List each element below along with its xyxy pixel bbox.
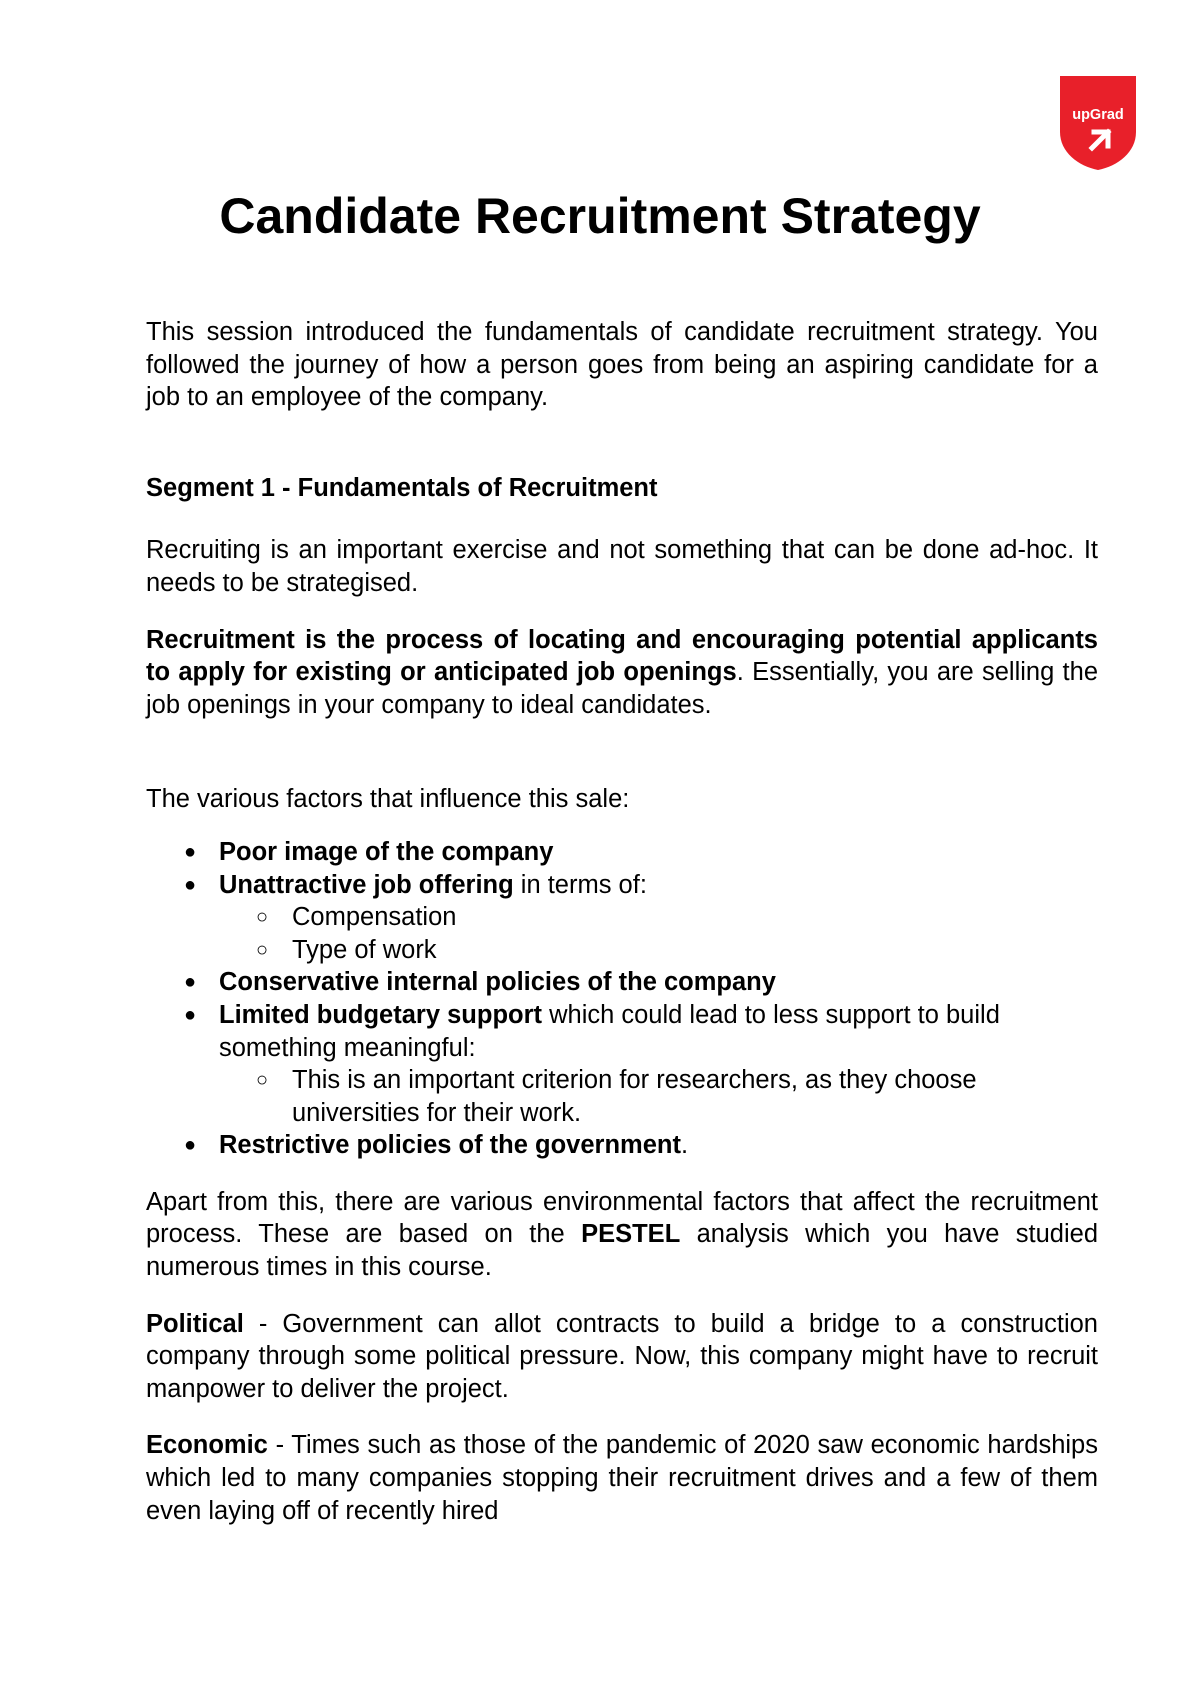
circle-bullet-icon: ○: [256, 938, 269, 961]
factors-list: [146, 836, 1098, 1162]
bullet-icon: ●: [184, 873, 197, 896]
sub-list-item: ○ Compensation: [219, 901, 1098, 934]
sub-list-item: ○ This is an important criterion for researchers, as they choose universities for their work.: [256, 1066, 977, 1127]
economic-paragraph: Economic - Times such as those of the pandemic of 2020 saw economic hardships which led to many companies stopping their recruitment drives and a few of them even laying off of recently hired: [146, 1431, 1098, 1525]
bullet-icon: ●: [184, 971, 197, 994]
definition-rest: . Essentially, you are selling the job openings in your company to ideal candidates.: [146, 658, 1098, 719]
sub-list-item: ○ Type of work: [219, 934, 1098, 967]
definition-paragraph: [146, 624, 1098, 722]
bullet-icon: ●: [184, 840, 197, 863]
segment-heading: Segment 1 - Fundamentals of Recruitment: [146, 473, 658, 502]
intro-paragraph: This session introduced the fundamentals of candidate recruitment strategy. You followed the journey of how a person goes from being an aspiring candidate for a job to an employee of the company.: [146, 318, 1098, 412]
list-item: ● Unattractive job offering in terms of: ○ Compensation ○ Type of work: [146, 869, 1098, 967]
political-paragraph: Political - Government can allot contracts to build a bridge to a construction company through some political pressure. Now, this company might have to recruit manpower to deliver the project.: [146, 1309, 1098, 1403]
political-label: Political: [146, 1309, 244, 1338]
circle-bullet-icon: ○: [256, 906, 269, 929]
upgrad-logo: [1060, 76, 1136, 170]
list-item: ● Poor image of the company: [146, 836, 1098, 869]
definition-bold: Recruitment is the process of locating and encouraging potential applicants to apply for existing or anticipated job openings: [146, 625, 1098, 687]
bullet-icon: ●: [184, 1134, 197, 1157]
bullet-icon: ●: [184, 1003, 197, 1026]
circle-bullet-icon: ○: [256, 1069, 269, 1092]
document-body: [146, 316, 1098, 1527]
economic-label: Economic: [146, 1431, 268, 1460]
recruiting-paragraph: Recruiting is an important exercise and not something that can be done ad-hoc. It needs to be strategised.: [146, 536, 1098, 597]
sub-list: [219, 1064, 1098, 1129]
sub-list: [219, 901, 1098, 966]
svg-text:upGrad: upGrad: [1072, 107, 1124, 123]
list-item: ● Restrictive policies of the government.: [146, 1129, 1098, 1162]
list-item: ● Conservative internal policies of the company: [146, 966, 1098, 999]
pestel-bold: PESTEL: [581, 1220, 681, 1249]
pestel-paragraph: Apart from this, there are various environmental factors that affect the recruitment process. These are based on the PESTEL analysis which you have studied numerous times in this course.: [146, 1187, 1099, 1282]
page-title: Candidate Recruitment Strategy: [219, 188, 981, 244]
factors-intro: The various factors that influence this sale:: [146, 785, 630, 814]
upgrad-logo-icon: [1060, 76, 1136, 170]
list-item: ● Limited budgetary support which could lead to less support to build something meaningful: ○ This is an important criterion for researchers, as they choose universities for their work.: [146, 999, 1098, 1129]
